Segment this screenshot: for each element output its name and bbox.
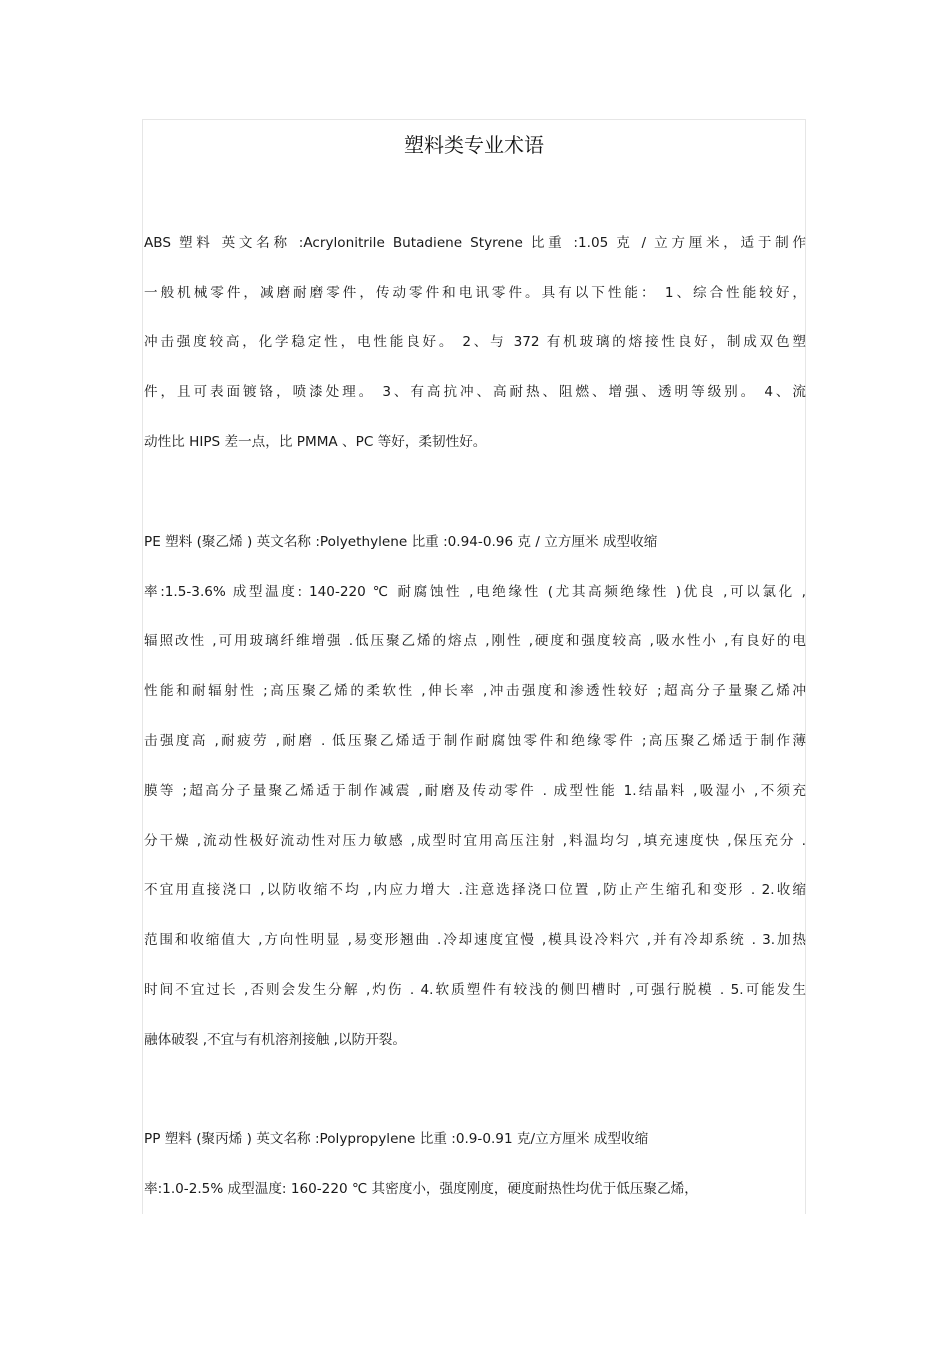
pe-line-7: 分干燥 ,流动性极好流动性对压力敏感 ,成型时宜用高压注射 ,料温均匀 ,填充速度快 ,保压充分 .	[144, 833, 806, 849]
abs-line-1: ABS 塑料 英文名称 :Acrylonitrile Butadiene Styrene 比重 :1.05 克 / 立方厘米，适于制作	[144, 235, 806, 251]
pp-line-1: PP 塑料 (聚丙烯 ) 英文名称 :Polypropylene 比重 :0.9-0.91 克/立方厘米 成型收缩	[144, 1131, 649, 1147]
pe-line-5: 击强度高 ,耐疲劳 ,耐磨 . 低压聚乙烯适于制作耐腐蚀零件和绝缘零件 ;高压聚乙烯适于制作薄	[144, 733, 806, 749]
pe-line-10: 时间不宜过长 ,否则会发生分解 ,灼伤 . 4.软质塑件有较浅的侧凹槽时 ,可强行脱模 . 5.可能发生	[144, 982, 806, 998]
pe-line-8: 不宜用直接浇口 ,以防收缩不均 ,内应力增大 .注意选择浇口位置 ,防止产生缩孔和变形 . 2.收缩	[144, 882, 806, 898]
pp-line-2: 率:1.0-2.5% 成型温度: 160-220 ℃ 其密度小，强度刚度，硬度耐热性均优于低压聚乙烯，	[144, 1181, 698, 1197]
pe-line-2: 率:1.5-3.6% 成型温度: 140-220 ℃ 耐腐蚀性 ,电绝缘性 (尤其高频绝缘性 )优良 ,可以氯化 ,	[144, 584, 806, 600]
pe-line-11: 融体破裂 ,不宜与有机溶剂接触 ,以防开裂。	[144, 1032, 406, 1048]
abs-line-5: 动性比 HIPS 差一点，比 PMMA 、PC 等好，柔韧性好。	[144, 434, 487, 450]
abs-line-2: 一般机械零件，减磨耐磨零件，传动零件和电讯零件。具有以下性能： 1、综合性能较好，	[144, 285, 806, 301]
pe-line-9: 范围和收缩值大 ,方向性明显 ,易变形翘曲 .冷却速度宜慢 ,模具设冷料穴 ,并有冷却系统 . 3.加热	[144, 932, 806, 948]
abs-line-4: 件，且可表面镀铬，喷漆处理。 3、有高抗冲、高耐热、阻燃、增强、透明等级别。 4、流	[144, 384, 806, 400]
pe-line-3: 辐照改性 ,可用玻璃纤维增强 .低压聚乙烯的熔点 ,刚性 ,硬度和强度较高 ,吸水性小 ,有良好的电	[144, 633, 806, 649]
abs-line-3: 冲击强度较高，化学稳定性，电性能良好。 2、与 372 有机玻璃的熔接性良好，制成双色塑	[144, 334, 806, 350]
pe-line-4: 性能和耐辐射性 ;高压聚乙烯的柔软性 ,伸长率 ,冲击强度和渗透性较好 ;超高分子量聚乙烯冲	[144, 683, 806, 699]
pe-line-6: 膜等 ;超高分子量聚乙烯适于制作减震 ,耐磨及传动零件 . 成型性能 1.结晶料 ,吸湿小 ,不须充	[144, 783, 806, 799]
document-title: 塑料类专业术语	[404, 133, 544, 157]
pe-line-1: PE 塑料 (聚乙烯 ) 英文名称 :Polyethylene 比重 :0.94-0.96 克 / 立方厘米 成型收缩	[144, 534, 658, 550]
